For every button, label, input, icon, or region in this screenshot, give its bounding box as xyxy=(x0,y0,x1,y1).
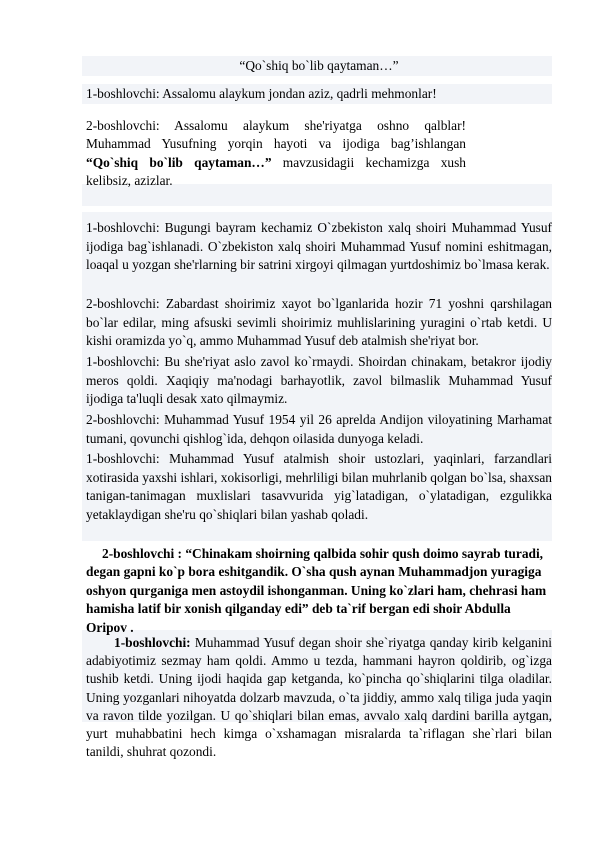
paragraph-3: 1-boshlovchi: Bu she'riyat aslo zavol ko`rmaydi. Shoirdan chinakam, betakror ijodiy meros qoldi. Xaqiqiy ma'nodagi barhayotlik, zavol bilmaslik Muhammad Yusuf ijodiga ta'luqli desak xato qilmaymiz. xyxy=(86,354,552,407)
paragraph-2: 2-boshlovchi: Zabardast shoirimiz xayot bo`lganlarida hozir 71 yoshni qarshilagan bo`lar edilar, ming afsuski sevimli shoirimiz muhlislarining yuragini o`rtab ketdi. U kishi oramizda yo`q, ammo Muhammad Yusuf deb atalmish she'riyat bor. xyxy=(86,296,552,349)
paragraph-greeting-1: 1-boshlovchi: Assalomu alaykum jondan aziz, qadrli mehmonlar! xyxy=(86,86,437,101)
paragraph-1: 1-boshlovchi: Bugungi bayram kechamiz O`zbekiston xalq shoiri Muhammad Yusuf ijodiga bag`ishlanadi. O`zbekiston xalq shoiri Muhammad Yusuf nomini eshitmagan, loaqal u yozgan she'rlarning bir satrini xirgoyi qilmagan yurtdoshimiz bo`lmasa kerak. xyxy=(86,220,552,273)
paragraph-4: 2-boshlovchi: Muhammad Yusuf 1954 yil 26 aprelda Andijon viloyatining Marhamat tumani, qovunchi qishlog`ida, dehqon oilasida dunyoga keladi. xyxy=(86,412,552,446)
greeting-2-tail: mavzusidagii kechamizga xush kelibsiz, azizlar. xyxy=(86,154,466,189)
quote-paragraph: 2-boshlovchi : “Chinakam shoirning qalbida sohir qush doimo sayrab turadi, degan gapni ko`p bora eshitgandik. O`sha qush aynan Muhammadjon yuragiga oshyon qurganiga men astoydil ishonganman. Uning ko`zlari ham, chehrasi ham hamisha latif bir xonish qilganday edi” deb ta`rif bergan edi shoir Abdulla Oripov . xyxy=(86,546,547,635)
closing-text: Muhammad Yusuf degan shoir she`riyatga qanday kirib kelganini adabiyotimiz sezmay ham qoldi. Ammo u tezda, hammani hayron qoldirib, og`izga tushib ketdi. Uning ijodi haqida gap ketganda, ko`pincha qo`shiqlarini tilga oladilar. Uning yozganlari nihoyatda dolzarb mavzuda, o`ta jiddiy, ammo xalq tiliga juda yaqin va ravon tilde yozilgan. U qo`shiqlari bilan emas, avvalo xalq dardini barilla aytgan, yurt muhabbatini hech kimga o`xshamagan misralarda ta`riflagan she`rlari bilan tanildi, shuhrat qozondi. xyxy=(86,635,552,760)
greeting-2-text: 2-boshlovchi: Assalomu alaykum she'riyatga oshno qalblar! Muhammad Yusufning yorqin hayoti va ijodiga bag’ishlangan xyxy=(86,118,466,152)
paragraph-greeting-2 xyxy=(86,117,466,191)
document-title: “Qo`shiq bo`lib qaytaman…” xyxy=(239,58,399,73)
paragraph-5: 1-boshlovchi: Muhammad Yusuf atalmish shoir ustozlari, yaqinlari, farzandlari xotirasida yaxshi ishlari, xokisorligi, mehrliligi bilan muhrlanib qolgan bo`lsa, shaxsan tanigan-tanimagan muxlislari tasavvurida yig`latadigan, o`ylatadigan, ezgulikka yetaklaydigan she'ru qo`shiqlari bilan yashab qoladi. xyxy=(86,451,552,522)
speaker-label: 1-boshlovchi: xyxy=(114,635,191,650)
event-title-bold: “Qo`shiq bo`lib qaytaman…” xyxy=(86,154,272,170)
closing-paragraph xyxy=(86,634,552,761)
